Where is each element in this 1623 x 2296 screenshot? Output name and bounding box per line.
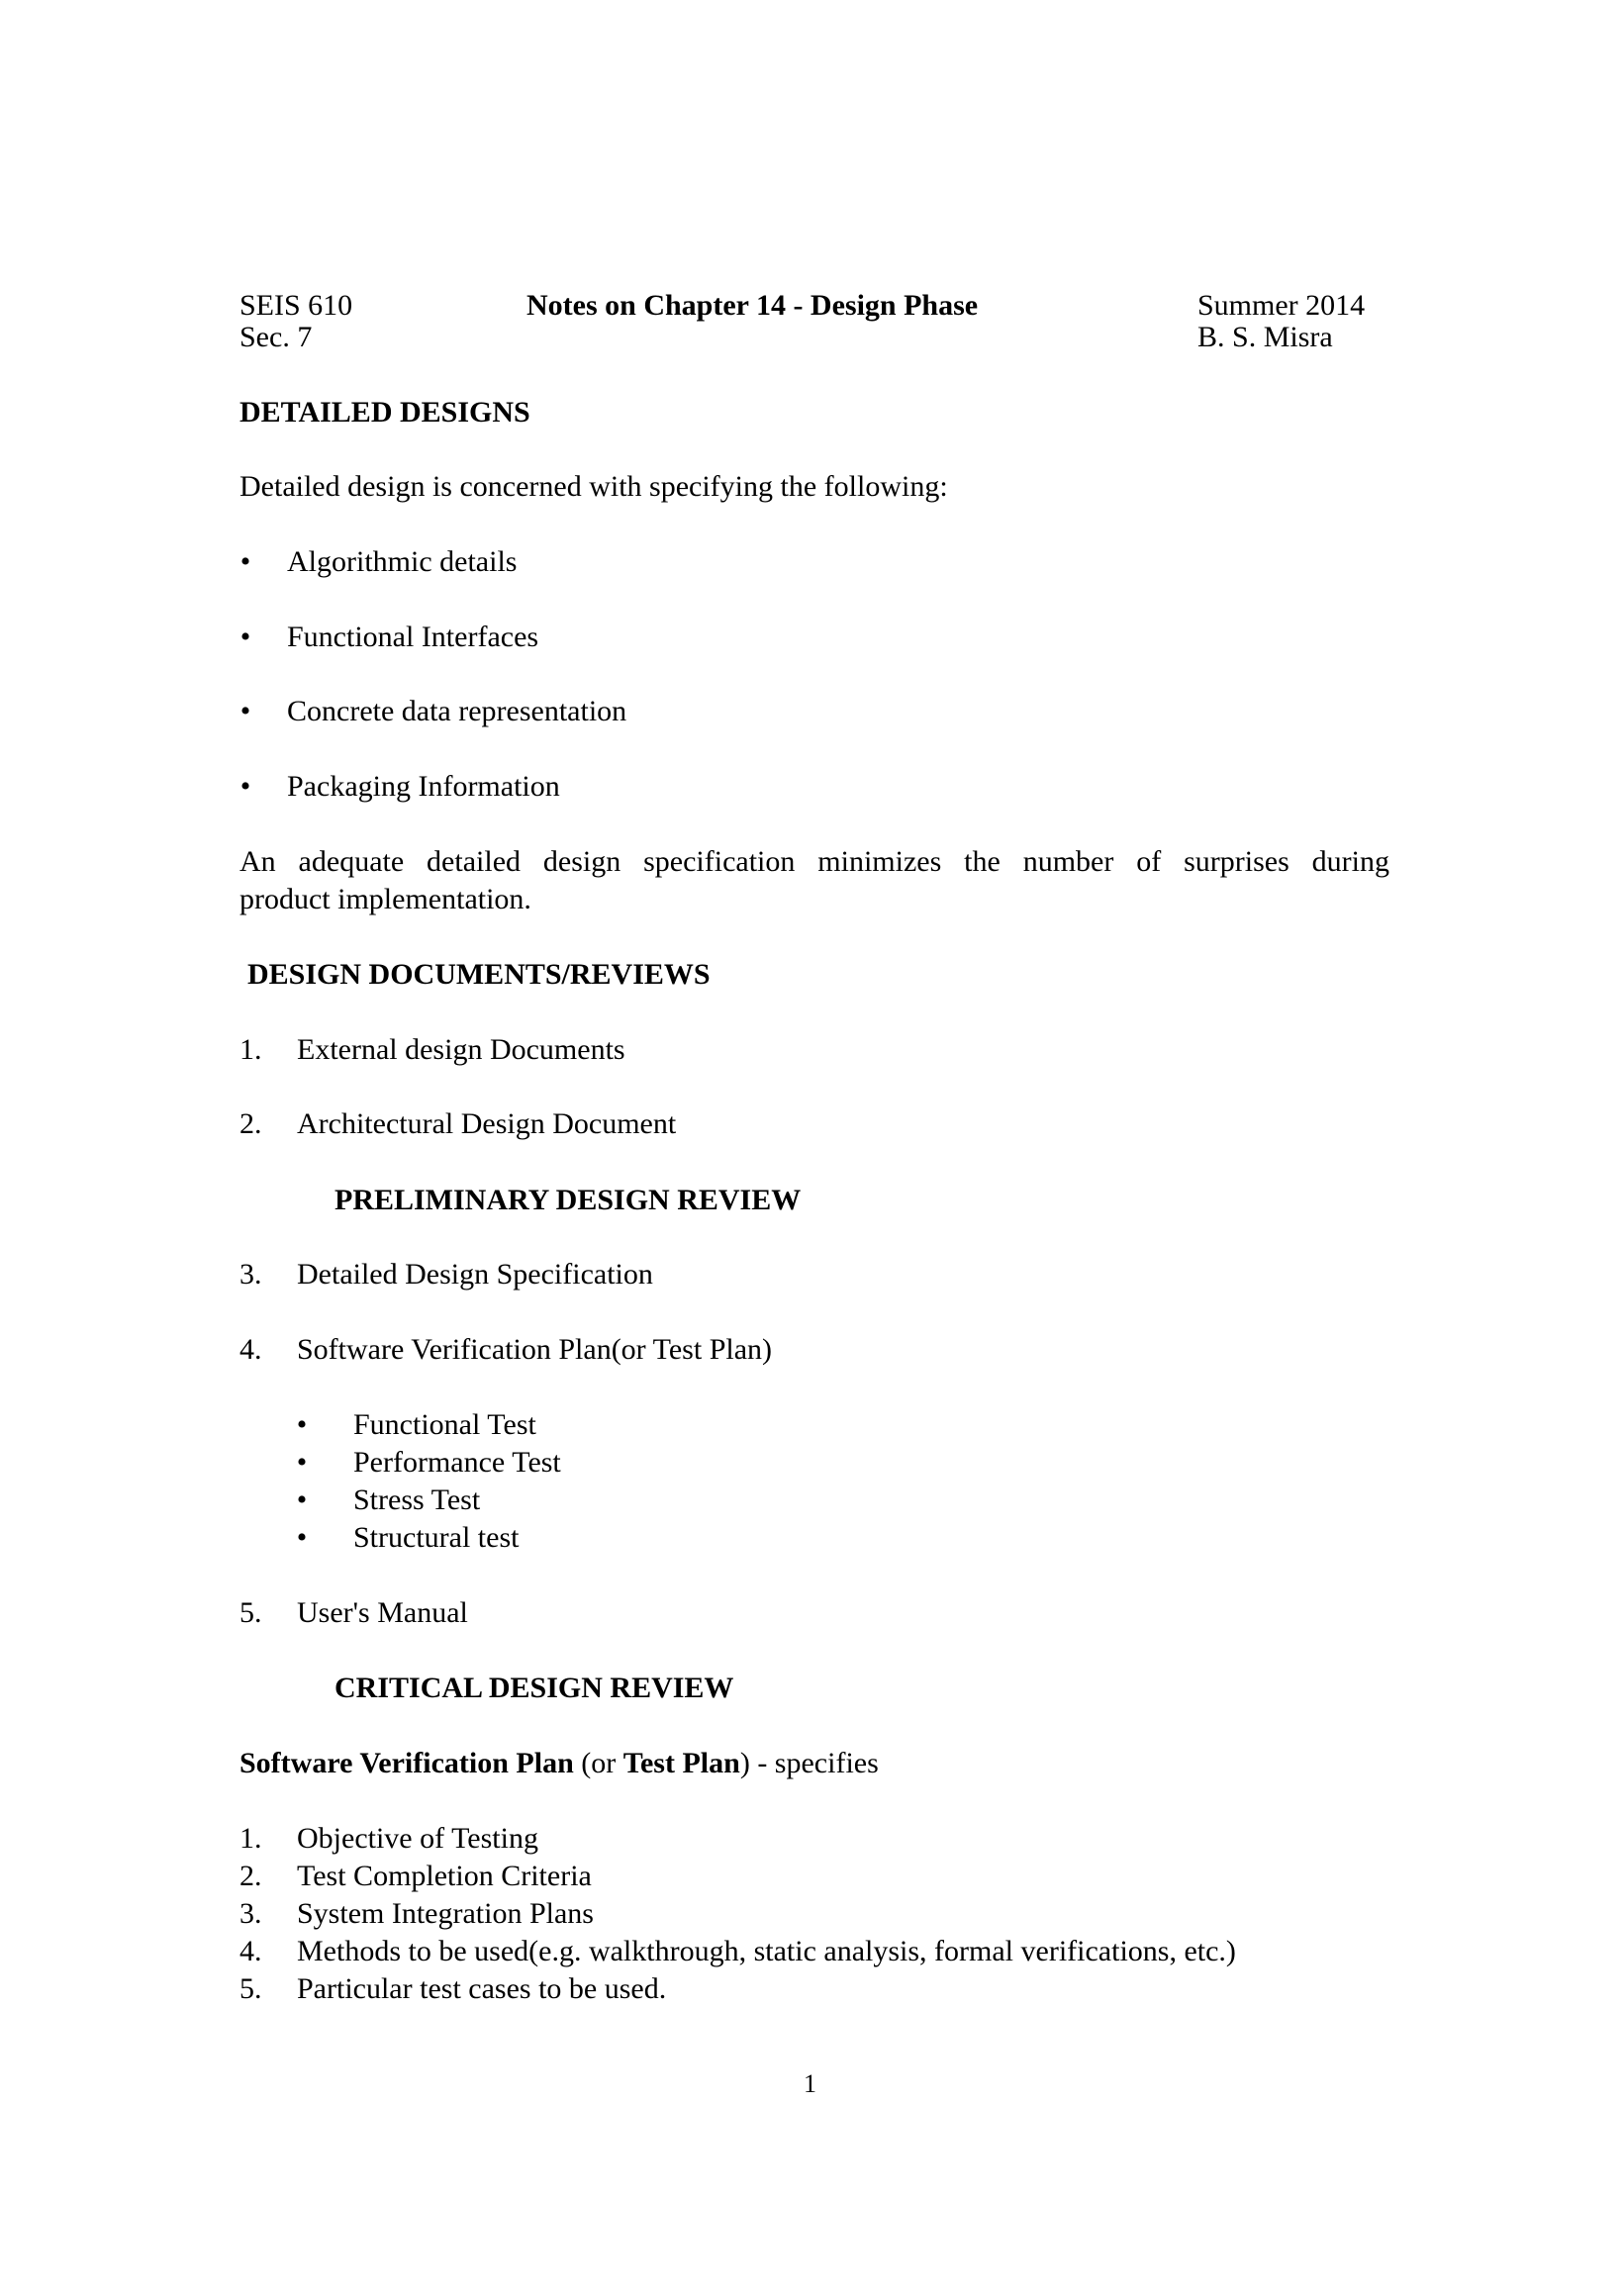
bullet-icon: • (296, 1483, 308, 1516)
detailed-design-paragraph (239, 843, 1389, 918)
bullet-icon: • (239, 621, 251, 653)
bullet-icon: • (239, 770, 251, 803)
list-item-text: Software Verification Plan(or Test Plan) (297, 1333, 773, 1366)
bullet-icon: • (296, 1521, 308, 1554)
preliminary-design-review-heading: PRELIMINARY DESIGN REVIEW (334, 1184, 802, 1216)
test-plan-term: Test Plan (622, 1747, 740, 1779)
section-heading-design-documents: DESIGN DOCUMENTS/REVIEWS (247, 958, 711, 991)
document-title: Notes on Chapter 14 - Design Phase (526, 289, 979, 322)
intro-connector-text: (or (573, 1747, 623, 1779)
list-item-text: System Integration Plans (297, 1897, 594, 1930)
intro-suffix-text: ) - specifies (739, 1747, 879, 1779)
list-item-text: Packaging Information (287, 770, 560, 803)
list-item-number: 1. (239, 1822, 262, 1855)
page-number: 1 (804, 2069, 816, 2098)
verification-plan-term: Software Verification Plan (239, 1747, 574, 1779)
list-item-text: Structural test (353, 1521, 520, 1554)
list-item-text: Algorithmic details (287, 545, 518, 578)
list-item-text: Concrete data representation (287, 695, 627, 727)
bullet-icon: • (296, 1408, 308, 1441)
list-item-number: 2. (239, 1107, 262, 1140)
list-item-text: Architectural Design Document (297, 1107, 677, 1140)
list-item-text: Particular test cases to be used. (297, 1972, 667, 2005)
list-item-number: 5. (239, 1596, 262, 1629)
list-item-number: 1. (239, 1033, 262, 1066)
term: Summer 2014 (1197, 289, 1366, 322)
verification-plan-intro (239, 1745, 879, 1782)
list-item-text: Functional Interfaces (287, 621, 539, 653)
paragraph-line: product implementation. (239, 883, 531, 915)
bullet-icon: • (239, 545, 251, 578)
course-code: SEIS 610 (239, 289, 353, 322)
list-item-number: 4. (239, 1935, 262, 1967)
list-item-text: Methods to be used(e.g. walkthrough, static analysis, formal verifications, etc.) (297, 1935, 1236, 1967)
list-item-text: User's Manual (297, 1596, 468, 1629)
list-item-number: 4. (239, 1333, 262, 1366)
list-item-text: Functional Test (353, 1408, 536, 1441)
bullet-icon: • (239, 695, 251, 727)
list-item-number: 2. (239, 1860, 262, 1892)
author: B. S. Misra (1197, 321, 1333, 353)
course-section: Sec. 7 (239, 321, 313, 353)
critical-design-review-heading: CRITICAL DESIGN REVIEW (334, 1672, 734, 1704)
list-item-text: Test Completion Criteria (297, 1860, 592, 1892)
detailed-designs-intro: Detailed design is concerned with specifying the following: (239, 470, 948, 503)
list-item-text: Performance Test (353, 1446, 561, 1479)
section-heading-detailed-designs: DETAILED DESIGNS (239, 396, 530, 429)
list-item-text: External design Documents (297, 1033, 625, 1066)
bullet-icon: • (296, 1446, 308, 1479)
list-item-number: 5. (239, 1972, 262, 2005)
list-item-text: Stress Test (353, 1483, 481, 1516)
paragraph-line: An adequate detailed design specification minimizes the number of surprises during (239, 845, 1389, 878)
list-item-number: 3. (239, 1897, 262, 1930)
list-item-text: Detailed Design Specification (297, 1258, 653, 1291)
list-item-number: 3. (239, 1258, 262, 1291)
list-item-text: Objective of Testing (297, 1822, 538, 1855)
